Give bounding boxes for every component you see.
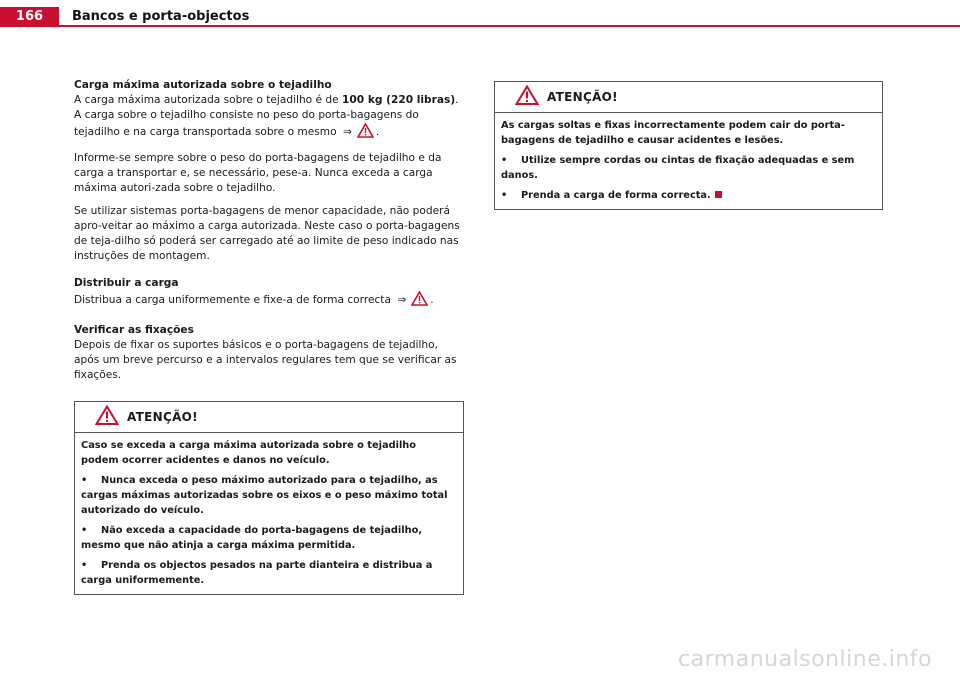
reference-arrow: ⇒: [397, 294, 407, 306]
warning-intro: Caso se exceda a carga máxima autorizada sobre o tejadilho podem ocorrer acidentes e danos no veículo.: [81, 440, 417, 466]
warning-triangle-icon: [515, 85, 539, 109]
bullet-icon: •: [501, 190, 508, 201]
section-heading: Distribuir a carga: [74, 277, 179, 289]
warning-intro: As cargas soltas e fixas incorrectamente podem cair do porta-bagagens de tejadilho e causar acidentes e lesões.: [501, 120, 845, 146]
header-rule: [0, 25, 960, 27]
warning-title: ATENÇÃO!: [127, 410, 198, 424]
warning-triangle-icon[interactable]: [411, 291, 428, 311]
warning-box-left: [74, 401, 464, 595]
paragraph: Depois de fixar os suportes básicos e o porta-bagagens de tejadilho, após um breve percurso e a intervalos regulares tem que se verificar as fixações.: [74, 339, 457, 381]
section-heading: Verificar as fixações: [74, 324, 194, 336]
bullet-icon: •: [81, 525, 88, 536]
reference-arrow: ⇒: [342, 126, 352, 138]
text-span: Distribua a carga uniformemente e fixe-a de forma correcta: [74, 294, 391, 306]
page-number: 166: [0, 7, 59, 27]
paragraph: [74, 291, 464, 311]
warning-box-right: [494, 81, 883, 210]
bullet-icon: •: [81, 560, 88, 571]
warning-triangle-icon[interactable]: [357, 123, 374, 143]
bullet-text: Prenda a carga de forma correcta.: [521, 190, 711, 201]
paragraph: [74, 93, 464, 143]
warning-bullet: [501, 153, 876, 183]
warning-body: [495, 113, 882, 209]
paragraph: Informe-se sempre sobre o peso do porta-bagagens de tejadilho e da carga a transportar e, se necessário, pese-a. Nunca exceda a carga máxima autori-zada sobre o tejadilho.: [74, 152, 442, 194]
bullet-text: Utilize sempre cordas ou cintas de fixação adequadas e sem danos.: [501, 155, 855, 181]
warning-bullet: [501, 188, 876, 203]
right-column: [494, 81, 883, 210]
bullet-text: Prenda os objectos pesados na parte dianteira e distribua a carga uniformemente.: [81, 560, 433, 586]
period: .: [430, 294, 434, 306]
warning-bullet: [81, 523, 457, 553]
warning-body: [75, 433, 463, 594]
bold-value: 100 kg (220 libras): [342, 94, 456, 106]
paragraph: Se utilizar sistemas porta-bagagens de menor capacidade, não poderá apro-veitar ao máximo a carga autorizada. Neste caso o porta-bagagens de teja-dilho só poderá ser carregado até ao limite de peso indicado nas instruções de montagem.: [74, 205, 460, 262]
warning-header: [495, 82, 882, 113]
warning-bullet: [81, 473, 457, 518]
warning-title: ATENÇÃO!: [547, 90, 618, 104]
period: .: [375, 126, 380, 138]
page-title: Bancos e porta-objectos: [72, 9, 250, 24]
section-max-load: [74, 78, 464, 264]
section-distribute-load: [74, 276, 464, 311]
bullet-text: Não exceda a capacidade do porta-bagagens de tejadilho, mesmo que não atinja a carga máxima permitida.: [81, 525, 423, 551]
bullet-icon: •: [501, 155, 508, 166]
section-heading: Carga máxima autorizada sobre o tejadilho: [74, 79, 332, 91]
warning-header: [75, 402, 463, 433]
warning-triangle-icon: [95, 405, 119, 429]
text-span: . A carga sobre o tejadilho consiste no peso do porta-bagagens do tejadilho e na carga transportada sobre o mesmo: [74, 94, 459, 138]
section-check-fixings: [74, 323, 464, 383]
bullet-text: Nunca exceda o peso máximo autorizado para o tejadilho, as cargas máximas autorizadas sobre os eixos e o peso máximo total autorizado do veículo.: [81, 475, 448, 516]
warning-bullet: [81, 558, 457, 588]
left-column: [74, 78, 464, 595]
end-square-icon: [715, 191, 722, 198]
bullet-icon: •: [81, 475, 88, 486]
watermark: carmanualsonline.info: [678, 647, 932, 672]
text-span: A carga máxima autorizada sobre o tejadilho é de: [74, 94, 343, 106]
